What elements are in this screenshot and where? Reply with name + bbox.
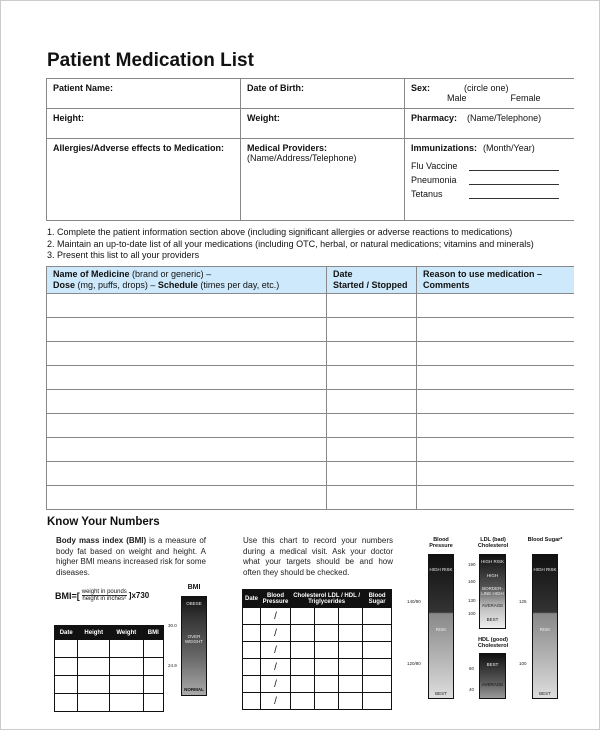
patient-info-table: [46, 78, 574, 221]
pneumonia-date-line[interactable]: [469, 176, 559, 185]
bmi-table: Date Height Weight BMI: [54, 625, 164, 712]
bs-tick: 100: [519, 661, 527, 666]
table-row[interactable]: /: [243, 608, 392, 625]
bmi-formula: BMI=[ weight in pounds height in inches² ]x730: [55, 589, 150, 602]
ldl-tick: 130: [468, 598, 476, 603]
providers-field[interactable]: Medical Providers: (Name/Address/Telephone): [241, 139, 405, 221]
bmi-tick: 30.0: [168, 623, 177, 628]
bp-title: Blood Pressure: [429, 537, 453, 549]
hdl-title: HDL (good) Cholesterol: [477, 637, 509, 649]
table-row[interactable]: [47, 390, 575, 414]
flu-date-line[interactable]: [469, 162, 559, 171]
table-row[interactable]: [47, 294, 575, 318]
weight-field[interactable]: Weight:: [241, 109, 405, 139]
bmi-scale: OBESE OVER WEIGHT NORMAL: [181, 596, 207, 696]
table-row[interactable]: [55, 658, 164, 676]
table-row[interactable]: [47, 462, 575, 486]
page-title: Patient Medication List: [47, 50, 254, 71]
know-your-numbers-heading: Know Your Numbers: [47, 516, 160, 528]
table-row[interactable]: /: [243, 693, 392, 710]
table-row[interactable]: [47, 414, 575, 438]
immunizations-field[interactable]: Immunizations: (Month/Year) Flu Vaccine Pneumonia Tetanus: [405, 139, 575, 221]
tetanus-date-line[interactable]: [469, 190, 559, 199]
table-row[interactable]: /: [243, 642, 392, 659]
allergies-field[interactable]: Allergies/Adverse effects to Medication:: [47, 139, 241, 221]
ldl-tick: 160: [468, 579, 476, 584]
sex-field[interactable]: Sex: (circle one) Male Female: [405, 79, 575, 109]
ldl-tick: 190: [468, 562, 476, 567]
ldl-tick: 100: [468, 611, 476, 616]
table-row[interactable]: [47, 486, 575, 510]
hdl-tick: 40: [469, 687, 475, 692]
bmi-tick: 24.9: [168, 663, 177, 668]
pharmacy-field[interactable]: Pharmacy: (Name/Telephone): [405, 109, 575, 139]
table-header: Name of Medicine (brand or generic) – Dose (mg, puffs, drops) – Schedule (times per day, etc.) Date Started / Stopped Reason to use medication – Comments: [47, 267, 575, 294]
bp-tick: 140/90: [407, 599, 421, 604]
table-row[interactable]: [47, 438, 575, 462]
bs-tick: 125: [519, 599, 527, 604]
instructions: 1. Complete the patient information section above (including significant allergies or adverse reactions to medications) 2. Maintain an up-to-date list of all your medications (including OTC, herbal, or natural medications; vitamins and minerals) 3. Present this list to all your providers: [47, 227, 534, 260]
bp-tick: 120/80: [407, 661, 421, 666]
hdl-tick: 60: [469, 666, 475, 671]
table-row[interactable]: [55, 676, 164, 694]
bs-title: Blood Sugar*: [527, 537, 563, 543]
blood-sugar-scale: HIGH RISK RISK BEST: [532, 554, 558, 699]
table-row[interactable]: [47, 366, 575, 390]
table-row[interactable]: [55, 694, 164, 712]
table-row[interactable]: [47, 342, 575, 366]
ldl-scale: HIGH RISK HIGH BORDER-LINE HIGH AVERAGE BEST: [479, 554, 506, 629]
patient-name-field[interactable]: Patient Name:: [47, 79, 241, 109]
numbers-record-table: Date Blood Pressure Cholesterol LDL / HDL / Triglycerides Blood Sugar / / / / / /: [242, 589, 392, 710]
bp-scale: HIGH RISK RISK BEST: [428, 554, 454, 699]
chart-instructions: Use this chart to record your numbers during a medical visit. Ask your doctor what your targets should be and how often they should be checked.: [243, 536, 393, 577]
bmi-description: Body mass index (BMI) is a measure of body fat based on weight and height. A higher BMI means increased risk for some diseases.: [56, 536, 206, 577]
medication-table: [46, 266, 574, 510]
bmi-scale-title: BMI: [187, 584, 201, 591]
table-row[interactable]: /: [243, 676, 392, 693]
table-row[interactable]: /: [243, 659, 392, 676]
dob-field[interactable]: Date of Birth:: [241, 79, 405, 109]
ldl-title: LDL (bad) Cholesterol: [477, 537, 509, 549]
table-row[interactable]: [55, 640, 164, 658]
table-row[interactable]: /: [243, 625, 392, 642]
table-row[interactable]: [47, 318, 575, 342]
hdl-scale: BEST AVERAGE: [479, 653, 506, 699]
height-field[interactable]: Height:: [47, 109, 241, 139]
